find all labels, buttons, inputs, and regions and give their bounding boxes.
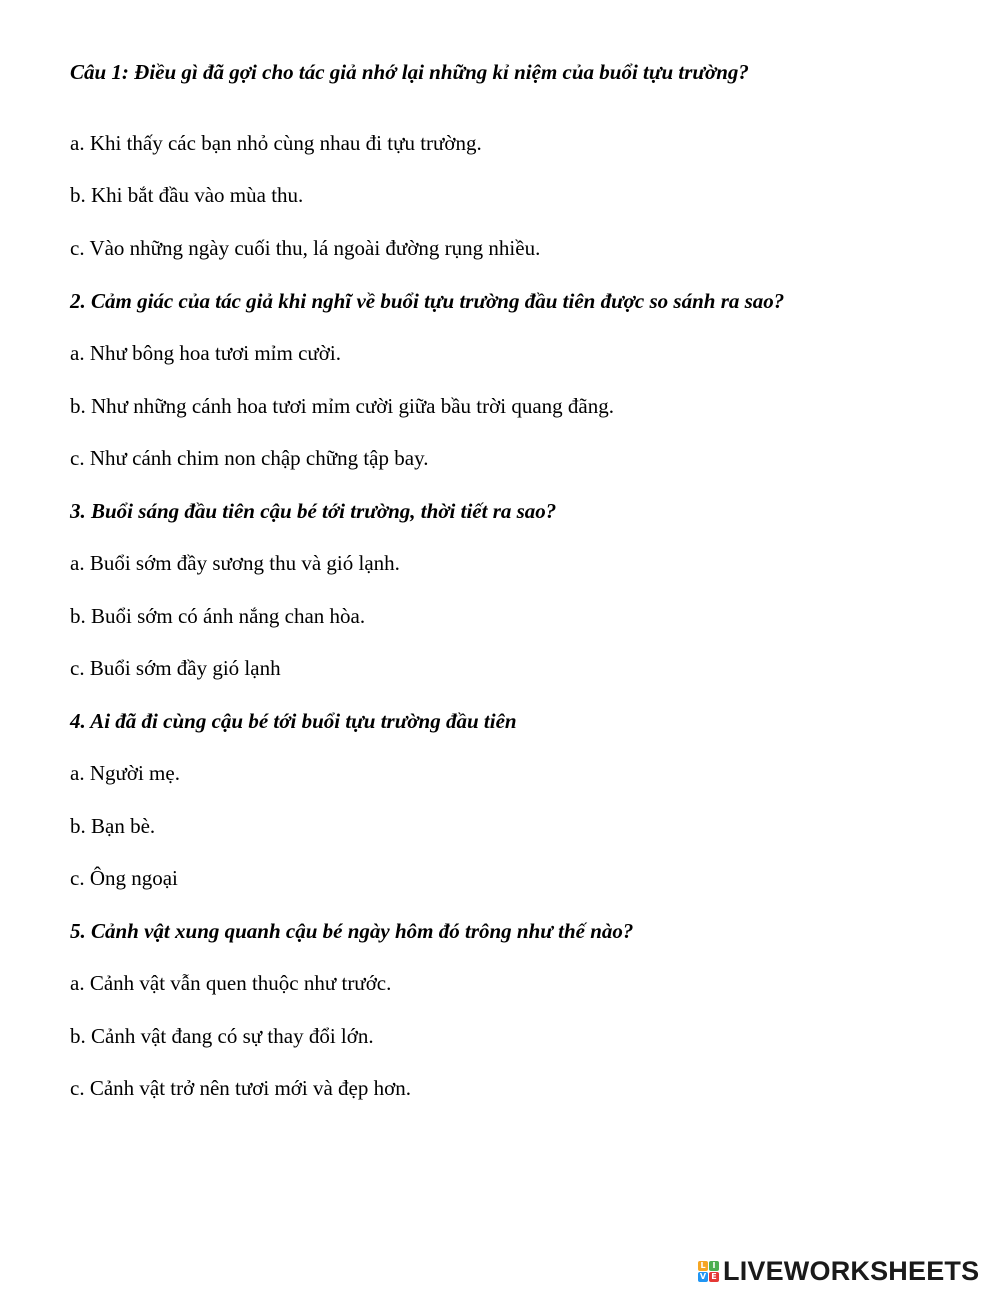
question-3-option-c: c. Buổi sớm đầy gió lạnh	[70, 656, 281, 680]
question-5-option-c: c. Cảnh vật trở nên tươi mới và đẹp hơn.	[70, 1076, 411, 1100]
question-1-option-a: a. Khi thấy các bạn nhỏ cùng nhau đi tựu trường.	[70, 131, 482, 155]
logo-mark-i: I	[709, 1261, 719, 1271]
question-5: 5. Cảnh vật xung quanh cậu bé ngày hôm đó trông như thế nào?	[70, 919, 634, 943]
question-4-option-b: b. Bạn bè.	[70, 814, 156, 838]
logo-mark-v: V	[699, 1271, 707, 1281]
question-5-option-a: a. Cảnh vật vẫn quen thuộc như trước.	[70, 971, 392, 995]
question-2: 2. Cảm giác của tác giả khi nghĩ về buổi tựu trường đầu tiên được so sánh ra sao?	[70, 289, 785, 313]
liveworksheets-logo-icon	[698, 1261, 719, 1282]
liveworksheets-logo	[698, 1256, 979, 1286]
question-1-option-c: c. Vào những ngày cuối thu, lá ngoài đường rụng nhiều.	[70, 236, 541, 260]
question-4-option-c: c. Ông ngoại	[70, 866, 178, 890]
logo-mark-l: L	[698, 1261, 708, 1271]
question-3: 3. Buổi sáng đầu tiên cậu bé tới trường, thời tiết ra sao?	[70, 499, 557, 523]
question-4: 4. Ai đã đi cùng cậu bé tới buổi tựu trường đầu tiên	[70, 709, 517, 733]
question-3-option-a: a. Buổi sớm đầy sương thu và gió lạnh.	[70, 551, 400, 575]
question-3-option-b: b. Buổi sớm có ánh nắng chan hòa.	[70, 604, 366, 628]
logo-text: LIVEWORKSHEETS	[723, 1256, 980, 1286]
question-4-option-a: a. Người mẹ.	[70, 761, 180, 785]
question-1-option-b: b. Khi bắt đầu vào mùa thu.	[70, 183, 304, 207]
logo-mark-e: E	[709, 1272, 719, 1282]
question-5-option-b: b. Cảnh vật đang có sự thay đổi lớn.	[70, 1024, 374, 1048]
question-2-option-c: c. Như cánh chim non chập chững tập bay.	[70, 446, 429, 470]
question-1: Câu 1: Điều gì đã gợi cho tác giả nhớ lại những kỉ niệm của buổi tựu trường?	[70, 60, 749, 84]
question-2-option-a: a. Như bông hoa tươi mỉm cười.	[70, 341, 341, 365]
question-2-option-b: b. Như những cánh hoa tươi mỉm cười giữa bầu trời quang đãng.	[70, 394, 614, 418]
